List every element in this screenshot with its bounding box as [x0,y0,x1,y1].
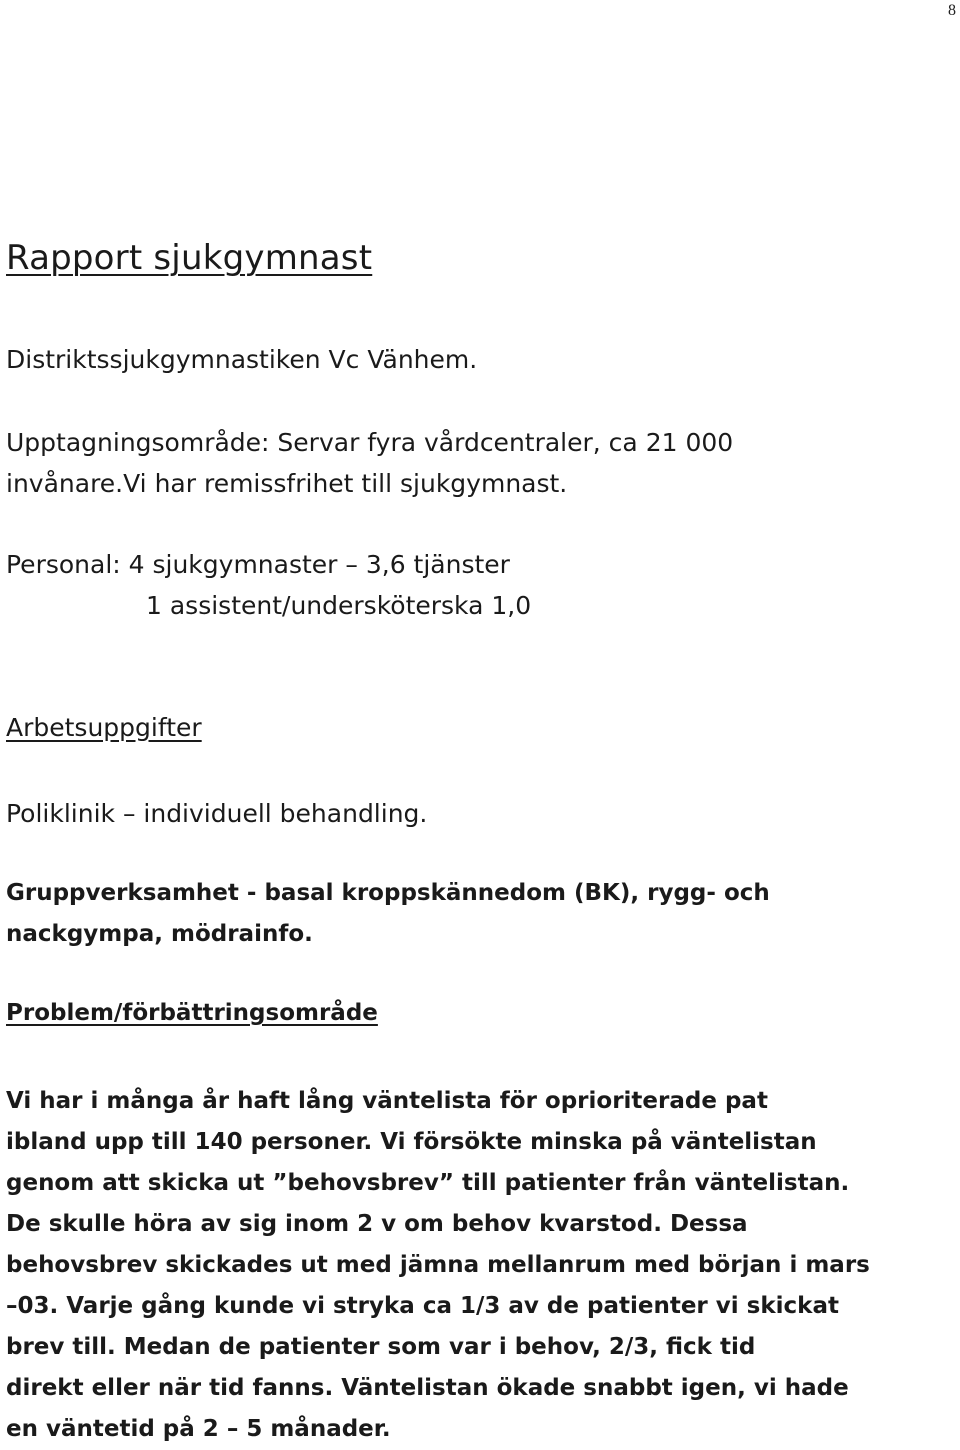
staff-line-1: Personal: 4 sjukgymnaster – 3,6 tjänster [6,550,510,579]
problem-line: –03. Varje gång kunde vi stryka ca 1/3 av de patienter vi skickat [6,1293,839,1319]
catchment-paragraph [6,422,733,504]
problem-line: De skulle höra av sig inom 2 v om behov kvarstod. Dessa [6,1211,748,1237]
catchment-line-2: invånare.Vi har remissfrihet till sjukgymnast. [6,469,568,498]
problem-heading: Problem/förbättringsområde [6,1000,378,1026]
problem-line: Vi har i många år haft lång väntelista för oprioriterade pat [6,1088,768,1114]
problem-paragraph [6,1081,870,1450]
unit-name: Distriktssjukgymnastiken Vc Vänhem. [6,345,478,374]
staff-line-2: 1 assistent/undersköterska 1,0 [146,591,532,620]
problem-line: genom att skicka ut ”behovsbrev” till patienter från väntelistan. [6,1170,850,1196]
staff-paragraph [6,544,531,626]
page-number: 8 [948,2,956,19]
problem-line: ibland upp till 140 personer. Vi försökte minska på väntelistan [6,1129,817,1155]
problem-line: en väntetid på 2 – 5 månader. [6,1416,391,1442]
clinic-text: Poliklinik – individuell behandling. [6,799,428,828]
group-activities-paragraph [6,873,770,955]
group-line-1: Gruppverksamhet - basal kroppskännedom (BK), rygg- och [6,880,770,906]
group-line-2: nackgympa, mödrainfo. [6,921,313,947]
problem-line: direkt eller när tid fanns. Väntelistan ökade snabbt igen, vi hade [6,1375,849,1401]
document-title: Rapport sjukgymnast [6,238,373,278]
tasks-heading: Arbetsuppgifter [6,713,202,742]
problem-line: behovsbrev skickades ut med jämna mellanrum med början i mars [6,1252,870,1278]
problem-line: brev till. Medan de patienter som var i behov, 2/3, fick tid [6,1334,756,1360]
catchment-line-1: Upptagningsområde: Servar fyra vårdcentraler, ca 21 000 [6,428,734,457]
